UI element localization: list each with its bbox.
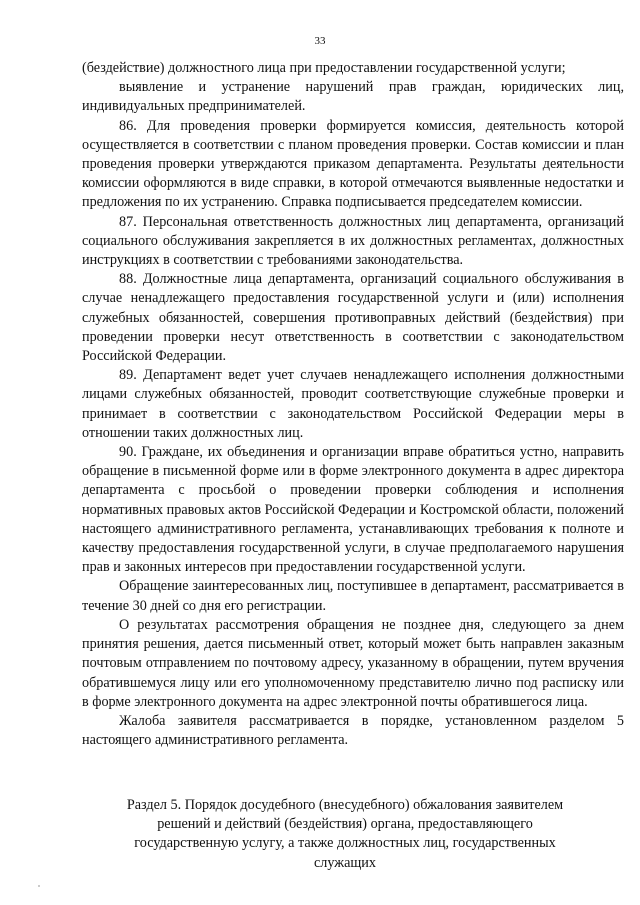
paragraph: выявление и устранение нарушений прав граждан, юридических лиц, индивидуальных предпринимателей. [82, 79, 624, 115]
paragraph: Обращение заинтересованных лиц, поступившее в департамент, рассматривается в течение 30 дней со дня его регистрации. [82, 578, 624, 614]
paragraph: 90. Граждане, их объединения и организации вправе обратиться устно, направить обращение в письменной форме или в форме электронного документа в адрес директора департамента с просьбой о проведении проверки соблюдения и исполнения нормативных правовых актов Российской Федерации и Костромской области, положений настоящего административного регламента, устанавливающих требования к полноте и качеству предоставления государственной услуги, в случае предполагаемого нарушения прав и законных интересов при предоставлении государственной услуги. [82, 444, 624, 576]
paragraph: (бездействие) должностного лица при предоставлении государственной услуги; [82, 60, 566, 76]
paragraph: 86. Для проведения проверки формируется комиссия, деятельность которой осуществляется в соответствии с планом проведения проверки. Состав комиссии и план проведения проверки утверждаются приказом департамента. Результаты деятельности комиссии оформляются в виде справки, в которой отмечаются выявленные недостатки и предложения по их устранению. Справка подписывается председателем комиссии. [82, 117, 624, 211]
paragraph: Жалоба заявителя рассматривается в порядке, установленном разделом 5 настоящего административного регламента. [82, 712, 624, 749]
paragraph: О результатах рассмотрения обращения не позднее дня, следующего за днем принятия решения, дается письменный ответ, который может быть направлен заказным почтовым отправлением по почтовому адресу, указанному в обращении, путем вручения обратившемуся лицу или его уполномоченному представителю лично под расписку или в форме электронного документа на адрес электронной почты обратившегося лица. [82, 616, 624, 710]
page-number: 33 [314, 35, 326, 47]
scan-speck [38, 885, 40, 887]
section-heading: Раздел 5. Порядок досудебного (внесудебного) обжалования заявителем решений и действий (бездействия) органа, предоставляющего государственную услугу, а также должностных лиц, государственных служащих [126, 797, 564, 871]
paragraph: 87. Персональная ответственность должностных лиц департамента, организаций социального обслуживания закрепляется в их должностных регламентах, должностных инструкциях в соответствии с требованиями законодательства. [82, 213, 624, 269]
paragraph: 89. Департамент ведет учет случаев ненадлежащего исполнения должностными лицами служебных обязанностей, проводит соответствующие служебные проверки и принимает в соответствии с законодательством Российской Федерации меры в отношении таких должностных лиц. [82, 367, 624, 441]
body-text [82, 59, 624, 750]
paragraph: 88. Должностные лица департамента, организаций социального обслуживания в случае ненадлежащего предоставления государственной услуги и (или) исполнения служебных обязанностей, совершения противоправных действий (бездействия) при проведении проверки несут ответственность в соответствии с законодательством Российской Федерации. [82, 271, 624, 365]
